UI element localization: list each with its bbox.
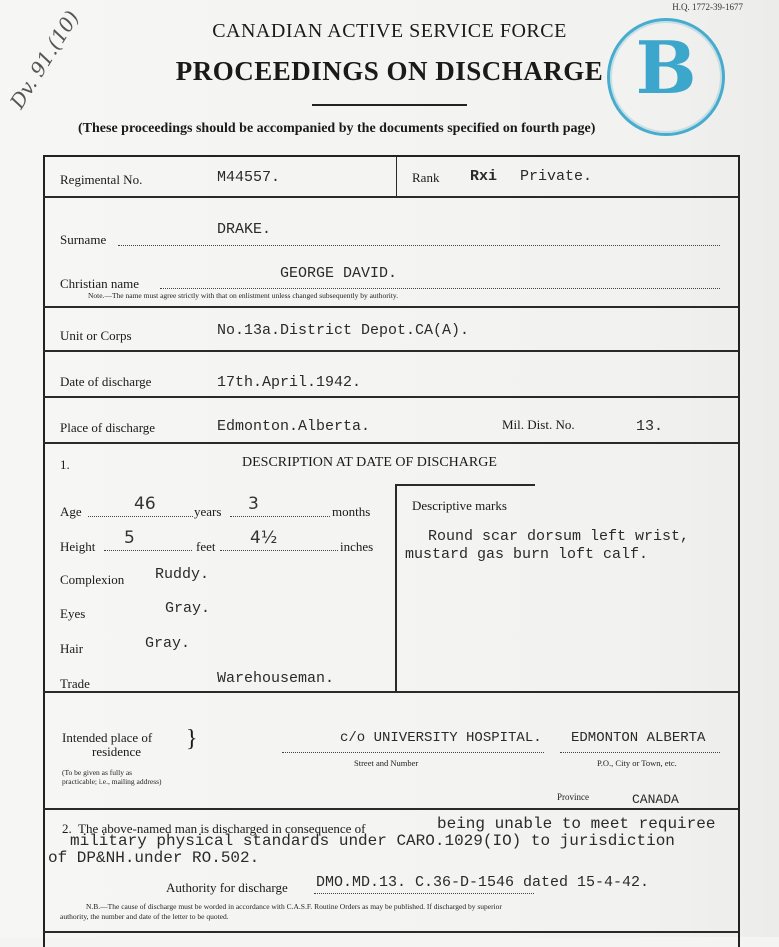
discharge-reason-line3: of DP&NH.under RO.502.	[48, 849, 260, 867]
descriptive-marks-line1: Round scar dorsum left wrist,	[428, 528, 690, 545]
residence-street-value: c/o UNIVERSITY HOSPITAL.	[340, 730, 542, 746]
street-dotted-line	[282, 752, 544, 753]
authority-value: DMO.MD.13. C.36-D-1546 dated 15-4-42.	[316, 874, 650, 891]
regimental-no-label: Regimental No.	[60, 172, 143, 187]
mil-dist-no-label: Mil. Dist. No.	[502, 417, 575, 432]
christian-name-note: Note.—The name must agree strictly with that on enlistment unless changed subsequently by authority.	[88, 291, 399, 300]
authority-label: Authority for discharge	[166, 880, 288, 895]
stamp-letter: B	[635, 25, 697, 110]
complexion-value: Ruddy.	[155, 566, 210, 583]
hair-label: Hair	[60, 641, 84, 656]
residence-brace: }	[186, 726, 198, 752]
form-title-line1: CANADIAN ACTIVE SERVICE FORCE	[212, 20, 567, 42]
age-years-value: 46	[134, 494, 156, 514]
age-months-label: months	[332, 504, 371, 519]
discharge-reason-line1: being unable to meet requiree	[437, 815, 716, 833]
description-column-divider	[395, 484, 397, 691]
rank-divider	[396, 157, 397, 197]
height-label: Height	[60, 539, 96, 554]
authority-dotted-line	[314, 893, 534, 894]
christian-name-dotted-line	[160, 288, 720, 289]
margin-annotation: Dv. 91.(10)	[5, 6, 84, 113]
christian-name-value: GEORGE DAVID.	[280, 265, 398, 282]
surname-dotted-line	[118, 245, 720, 246]
stamp-b-icon	[607, 18, 725, 136]
row-divider	[43, 306, 738, 308]
height-inches-value: 4½	[250, 528, 278, 548]
row-divider	[43, 931, 738, 933]
unit-or-corps-value: No.13a.District Depot.CA(A).	[217, 322, 470, 339]
descriptive-marks-line2: mustard gas burn loft calf.	[405, 546, 649, 563]
descriptive-marks-label: Descriptive marks	[412, 498, 507, 513]
residence-label-line1: Intended place of	[62, 730, 153, 745]
city-label: P.O., City or Town, etc.	[597, 758, 677, 768]
age-years-label: years	[194, 504, 222, 519]
row-divider	[43, 808, 738, 810]
height-feet-value: 5	[124, 528, 135, 548]
row-divider	[43, 196, 738, 198]
residence-city-value: EDMONTON ALBERTA	[571, 730, 706, 746]
province-value: CANADA	[632, 792, 679, 807]
date-of-discharge-label: Date of discharge	[60, 374, 152, 389]
row-divider	[43, 691, 738, 693]
street-label: Street and Number	[354, 758, 419, 768]
form-title-line2: PROCEEDINGS ON DISCHARGE	[175, 56, 604, 86]
eyes-value: Gray.	[165, 600, 211, 617]
row-divider	[43, 442, 738, 444]
form-subtitle: (These proceedings should be accompanied by the documents specified on fourth page)	[78, 121, 596, 136]
discharge-reason-prefix: The above-named man is discharged in consequence of	[78, 821, 366, 836]
residence-instruction: (To be given as fully as practicable; i.e., mailing address)	[62, 768, 162, 786]
complexion-label: Complexion	[60, 572, 125, 587]
section-1-number: 1.	[60, 457, 70, 472]
rank-value: Private.	[520, 168, 593, 185]
christian-name-label: Christian name	[60, 276, 140, 291]
mil-dist-no-value: 13.	[636, 418, 664, 435]
place-of-discharge-value: Edmonton.Alberta.	[217, 418, 371, 435]
height-inches-dotted-line	[220, 550, 338, 551]
height-inches-label: inches	[340, 539, 374, 554]
age-label: Age	[60, 504, 82, 519]
surname-label: Surname	[60, 232, 107, 247]
row-divider	[43, 396, 738, 398]
age-months-value: 3	[248, 494, 259, 514]
place-of-discharge-label: Place of discharge	[60, 420, 156, 435]
residence-label-line2: residence	[92, 744, 142, 759]
city-dotted-line	[560, 752, 720, 753]
height-feet-dotted-line	[104, 550, 192, 551]
bleed-through-text	[440, 352, 447, 366]
rank-label: Rank	[412, 170, 440, 185]
age-years-dotted-line	[88, 516, 193, 517]
eyes-label: Eyes	[60, 606, 86, 621]
hair-value: Gray.	[145, 635, 191, 652]
discharge-reason-line2: military physical standards under CARO.1029(IO) to jurisdiction	[70, 832, 675, 850]
trade-value: Warehouseman.	[217, 670, 335, 687]
trade-label: Trade	[60, 676, 90, 691]
surname-value: DRAKE.	[217, 221, 272, 238]
date-of-discharge-value: 17th.April.1942.	[217, 374, 362, 391]
row-divider	[43, 350, 738, 352]
hq-reference: H.Q. 1772-39-1677	[672, 2, 743, 12]
rank-struck-value: Rxi	[470, 168, 498, 185]
unit-or-corps-label: Unit or Corps	[60, 328, 132, 343]
province-label: Province	[557, 792, 589, 802]
section-2-number: 2.	[62, 821, 72, 836]
nb-note-line2: authority, the number and date of the letter to be quoted.	[60, 912, 229, 921]
height-feet-label: feet	[196, 539, 216, 554]
title-divider	[312, 104, 467, 106]
age-months-dotted-line	[230, 516, 330, 517]
description-heading: DESCRIPTION AT DATE OF DISCHARGE	[242, 455, 497, 470]
description-subrule	[395, 484, 535, 486]
regimental-no-value: M44557.	[217, 169, 281, 186]
nb-note-line1: N.B.—The cause of discharge must be worded in accordance with C.A.S.F. Routine Orders as may be published. If discharged by superior	[86, 902, 502, 911]
